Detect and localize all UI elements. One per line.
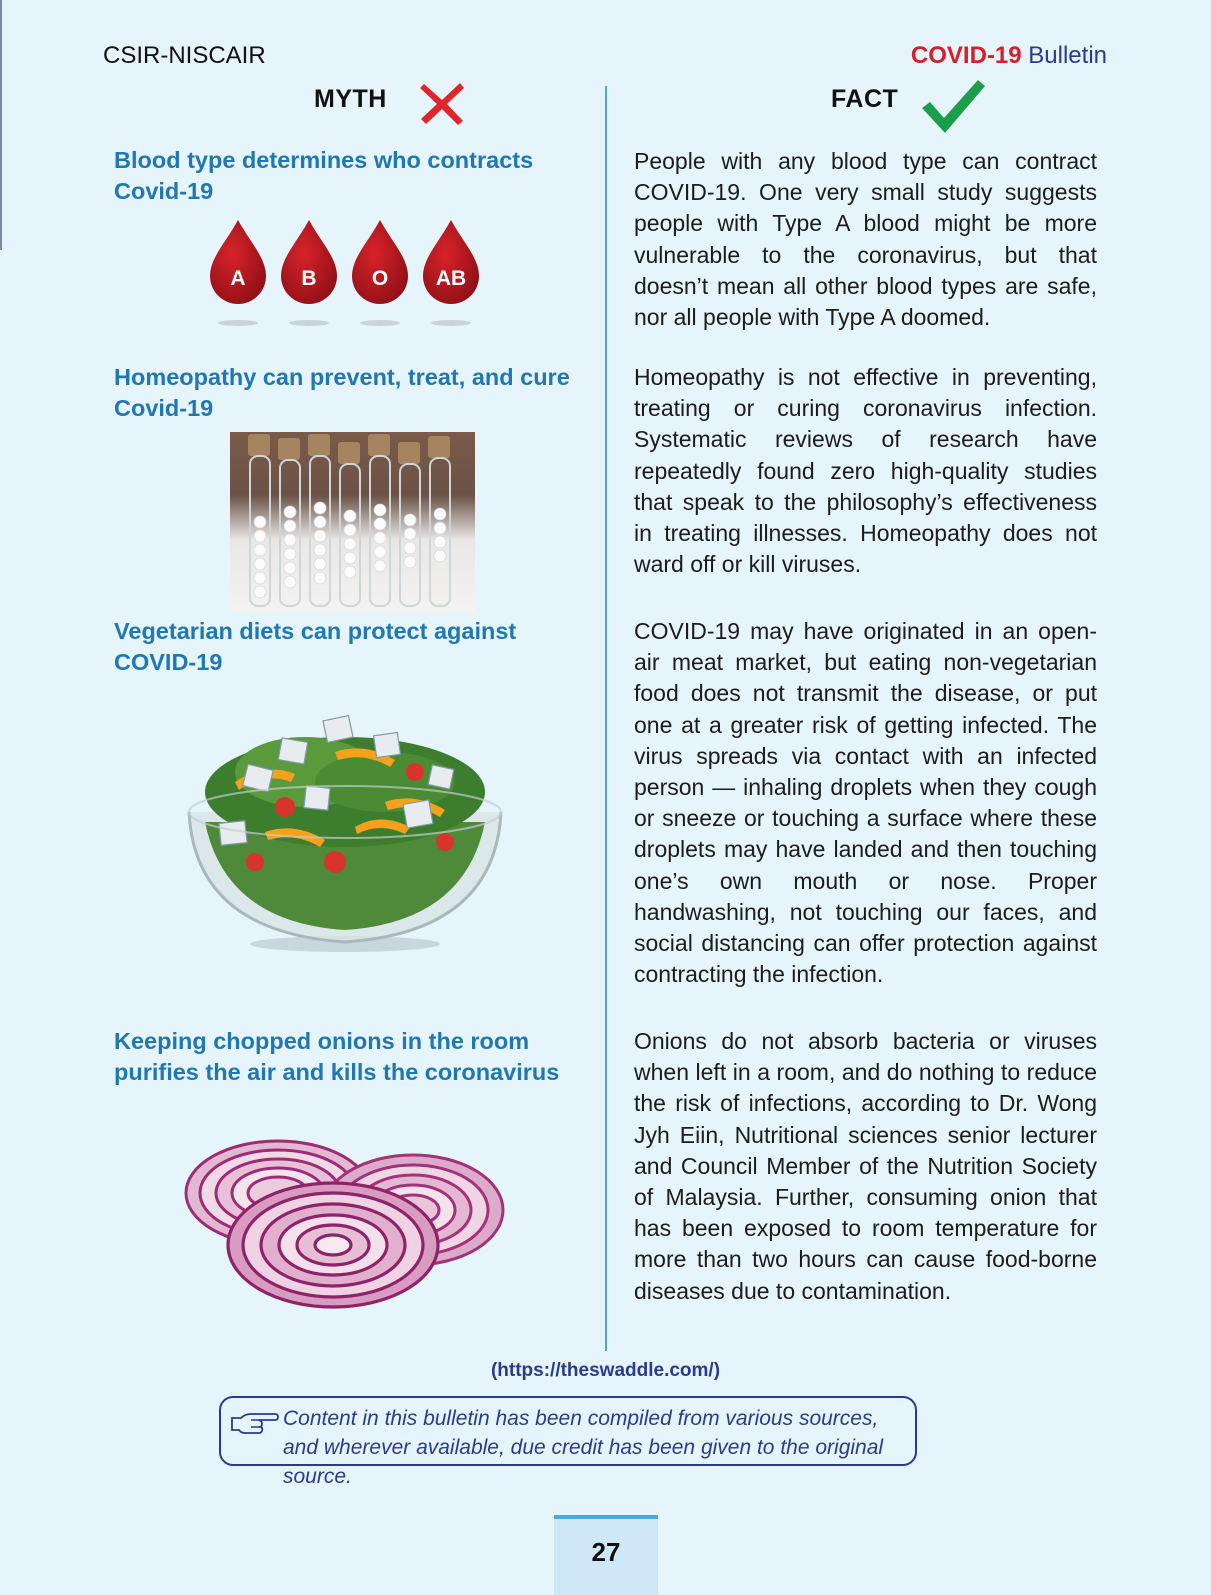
myth-onions: Keeping chopped onions in the room purifies the air and kills the coronavirus [114, 1028, 560, 1085]
blood-drop-b [281, 220, 337, 326]
source-citation: (https://theswaddle.com/) [490, 1360, 721, 1381]
blood-drop-ab [423, 220, 479, 326]
myth-homeopathy: Homeopathy can prevent, treat, and cure Covid-19 [114, 364, 570, 421]
checkmark-icon [920, 78, 986, 136]
salad-bowl-image [185, 712, 505, 957]
myth-column-heading: MYTH [314, 85, 387, 113]
page-edge-rule [0, 0, 2, 250]
fact-homeopathy: Homeopathy is not effective in preventing, treating or curing coronavirus infection. Systematic reviews of research have repeatedly found zero high-quality studies that speak to the philosophy’s effectiveness in treating illnesses. Homeopathy does not ward off or kill viruses. [634, 364, 1097, 578]
column-divider [605, 86, 607, 1351]
homeopathy-vials-image [230, 432, 475, 612]
onion-slices-image [183, 1135, 508, 1310]
disclaimer-box [219, 1396, 917, 1488]
bulletin-label: Bulletin [1028, 42, 1107, 69]
fact-blood-type: People with any blood type can contract COVID-19. One very small study suggests people with Type A blood might be more vulnerable to the coronavirus, but that doesn’t mean all other blood types are safe, nor all people with Type A doomed. [634, 148, 1097, 331]
bulletin-title [911, 42, 1107, 70]
fact-onions: Onions do not absorb bacteria or viruses when left in a room, and do nothing to reduce the risk of infections, according to Dr. Wong Jyh Eiin, Nutritional sciences senior lecturer and Council Member of the Nutrition Society of Malaysia. Further, consuming onion that has been exposed to room temperature for more than two hours can cause food-borne diseases due to contamination. [634, 1028, 1097, 1304]
cross-icon [418, 80, 466, 126]
blood-type-o-label: O [371, 267, 389, 290]
blood-drops-illustration [210, 220, 500, 330]
fact-vegetarian: COVID-19 may have originated in an open-air meat market, but eating non-vegetarian food does not transmit the disease, or put one at a greater risk of getting infected. The virus spreads via contact with an infected person — inhaling droplets when they cough or sneeze or touching a surface where these droplets may have landed and then touching one’s own mouth or nose. Proper handwashing, not touching our faces, and social distancing can offer protection against contracting the infection. [634, 618, 1097, 988]
blood-type-ab-label: AB [435, 267, 467, 290]
blood-type-a-label: A [230, 267, 246, 290]
pointing-hand-icon [229, 1408, 279, 1438]
fact-column-heading: FACT [831, 85, 899, 113]
bulletin-covid-label: COVID-19 [910, 42, 1022, 69]
blood-drop-o [352, 220, 408, 326]
myth-blood-type: Blood type determines who contracts Covid-19 [114, 147, 534, 204]
disclaimer-text: Content in this bulletin has been compiled from various sources, and wherever available, due credit has been given to the original source. [283, 1407, 884, 1488]
page-number: 27 [554, 1515, 658, 1595]
blood-type-b-label: B [301, 267, 317, 290]
myth-vegetarian: Vegetarian diets can protect against COVID-19 [114, 618, 517, 675]
publisher-name: CSIR-NISCAIR [103, 42, 266, 69]
blood-drop-a [210, 220, 266, 326]
